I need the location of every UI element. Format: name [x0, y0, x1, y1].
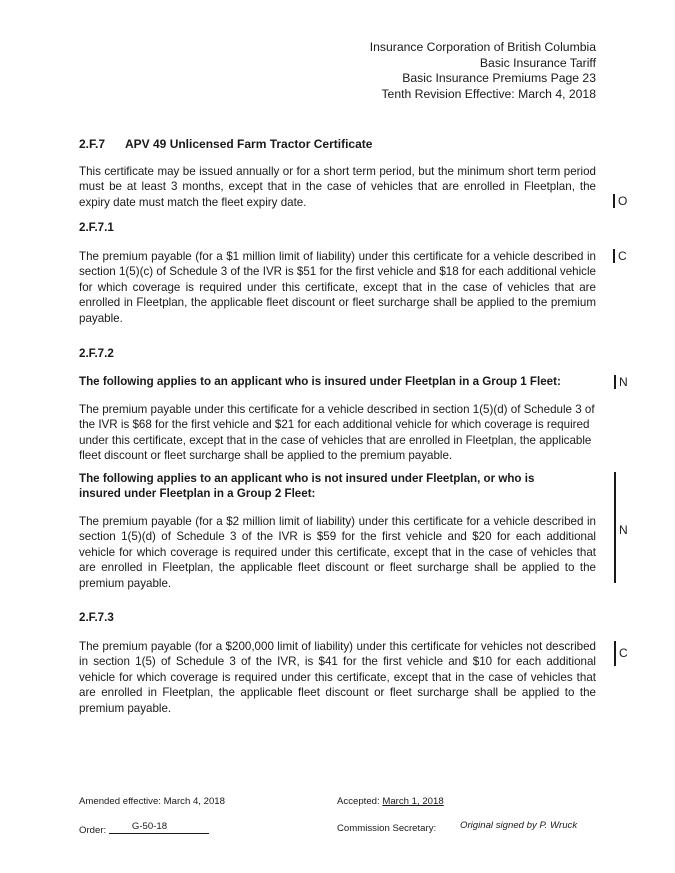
- subsection-text-3: The premium payable (for a $200,000 limit of liability) under this certificate for vehicles not described in section 1(5) of Schedule 3 of the IVR, is $41 for the first vehicle and $10 for each additional vehicle for which coverage is required under this certificate, except that in the case of vehicles that are enrolled in Fleetplan, the applicable fleet discount or fleet surcharge shall be applied to the premium payable.: [79, 640, 596, 715]
- group1-heading: The following applies to an applicant who is insured under Fleetplan in a Group 1 Fleet:: [79, 375, 561, 388]
- section-title-text: APV 49 Unlicensed Farm Tractor Certificate: [125, 137, 373, 151]
- accepted-date: March 1, 2018: [382, 796, 444, 807]
- header-page: Basic Insurance Premiums Page 23: [402, 71, 596, 85]
- group2-text: The premium payable (for a $2 million limit of liability) under this certificate for a vehicle described in section 1(5)(d) of Schedule 3 of the IVR is $59 for the first vehicle and $20 for each additional vehicle for which coverage is required under this certificate, except that in the case of vehicles that are enrolled in Fleetplan, the applicable fleet discount or fleet surcharge shall be applied to the premium payable.: [79, 515, 596, 590]
- subsection-heading-1: 2.F.7.1: [79, 221, 114, 234]
- commission-secretary-label: Commission Secretary:: [337, 823, 437, 834]
- revision-bar: [614, 472, 616, 583]
- header-revision: Tenth Revision Effective: March 4, 2018: [381, 86, 596, 101]
- amended-effective: Amended effective: March 4, 2018: [79, 796, 225, 807]
- order-label: Order:: [79, 825, 107, 836]
- group1-text: The premium payable under this certificate for a vehicle described in section 1(5)(d) of Schedule 3 of the IVR is $68 for the first vehicle and $21 for each additional vehicle for which coverage is required under this certificate, except that in the case of vehicles that are enrolled in Fleetplan, the applicable fleet discount or fleet surcharge shall be applied to the premium payable.: [79, 403, 595, 463]
- accepted-field: [337, 796, 444, 808]
- group2-heading: The following applies to an applicant who is not insured under Fleetplan, or who is insured under Fleetplan in a Group 2 Fleet:: [79, 472, 535, 501]
- subsection-heading-2: 2.F.7.2: [79, 347, 114, 360]
- order-field: [79, 822, 209, 837]
- change-mark-letter: N: [619, 523, 628, 537]
- signature: Original signed by P. Wruck: [460, 820, 578, 831]
- order-underline: [109, 822, 209, 834]
- header-tariff: Basic Insurance Tariff: [479, 55, 596, 70]
- section-number: 2.F.7: [79, 137, 106, 151]
- change-mark-letter: N: [619, 375, 628, 389]
- change-mark-letter: C: [619, 646, 628, 660]
- accepted-label: Accepted:: [337, 796, 380, 807]
- order-number: G-50-18: [131, 821, 168, 832]
- revision-bar: [613, 249, 615, 263]
- subsection-heading-3: 2.F.7.3: [79, 611, 114, 624]
- revision-bar: [613, 194, 615, 208]
- subsection-text-1: The premium payable (for a $1 million limit of liability) under this certificate for a vehicle described in section 1(5)(c) of Schedule 3 of the IVR is $51 for the first vehicle and $18 for each additional vehicle for which coverage is required under this certificate, except that in the case of vehicles that are enrolled in Fleetplan, the applicable fleet discount or fleet surcharge shall be applied to the premium payable.: [79, 250, 596, 325]
- change-mark-letter: C: [618, 249, 627, 263]
- revision-bar: [614, 375, 616, 389]
- section-intro: This certificate may be issued annually or for a short term period, but the minimum short term period must be at least 3 months, except that in the case of vehicles that are enrolled in Fleetplan, the expiry date must match the fleet expiry date.: [79, 165, 596, 209]
- header-organization: Insurance Corporation of British Columbia: [369, 40, 596, 54]
- change-mark-letter: O: [618, 194, 628, 208]
- revision-bar: [614, 641, 616, 666]
- section-title: [79, 137, 596, 152]
- document-header: [370, 40, 596, 102]
